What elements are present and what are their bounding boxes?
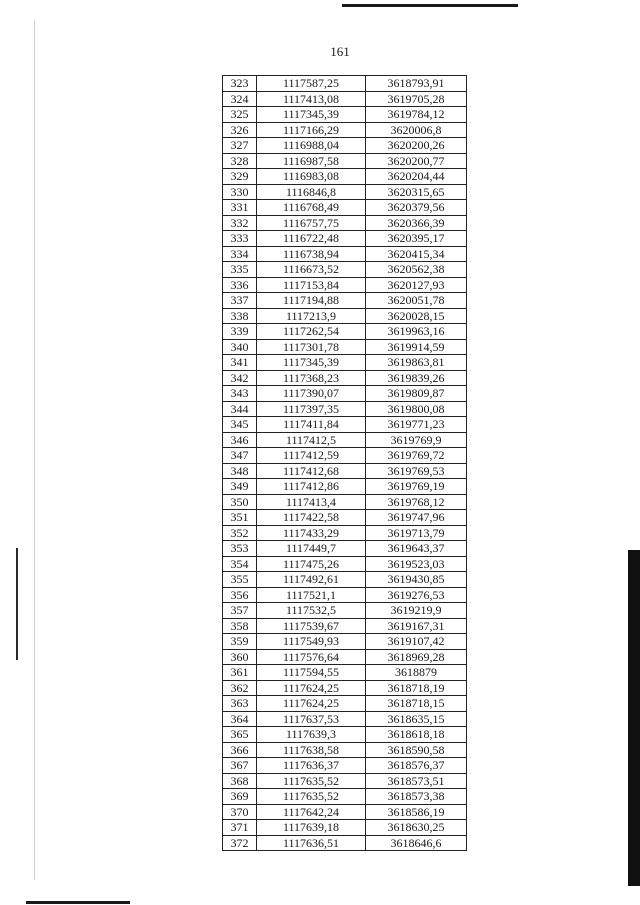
- x-coordinate-cell: 1116738,94: [257, 246, 366, 262]
- point-number-cell: 363: [223, 696, 257, 712]
- x-coordinate-cell: 1117642,24: [257, 804, 366, 820]
- x-coordinate-cell: 1116846,8: [257, 184, 366, 200]
- x-coordinate-cell: 1117413,08: [257, 91, 366, 107]
- point-number-cell: 348: [223, 463, 257, 479]
- point-number-cell: 366: [223, 742, 257, 758]
- bottom-rule: [26, 901, 130, 904]
- table-row: [223, 308, 467, 324]
- table-row: [223, 665, 467, 681]
- y-coordinate-cell: 3619167,31: [366, 618, 467, 634]
- x-coordinate-cell: 1116983,08: [257, 169, 366, 185]
- table-row: [223, 169, 467, 185]
- y-coordinate-cell: 3618630,25: [366, 820, 467, 836]
- y-coordinate-cell: 3619643,37: [366, 541, 467, 557]
- point-number-cell: 323: [223, 76, 257, 92]
- x-coordinate-cell: 1117194,88: [257, 293, 366, 309]
- x-coordinate-cell: 1117213,9: [257, 308, 366, 324]
- y-coordinate-cell: 3620562,38: [366, 262, 467, 278]
- point-number-cell: 347: [223, 448, 257, 464]
- table-row: [223, 463, 467, 479]
- y-coordinate-cell: 3619747,96: [366, 510, 467, 526]
- table-row: [223, 339, 467, 355]
- table-row: [223, 432, 467, 448]
- table-row: [223, 494, 467, 510]
- table-row: [223, 773, 467, 789]
- point-number-cell: 341: [223, 355, 257, 371]
- point-number-cell: 356: [223, 587, 257, 603]
- table-row: [223, 696, 467, 712]
- x-coordinate-cell: 1117397,35: [257, 401, 366, 417]
- point-number-cell: 351: [223, 510, 257, 526]
- table-row: [223, 122, 467, 138]
- table-row: [223, 479, 467, 495]
- table-row: [223, 417, 467, 433]
- x-coordinate-cell: 1117587,25: [257, 76, 366, 92]
- right-edge-mark: [628, 550, 640, 886]
- y-coordinate-cell: 3618573,51: [366, 773, 467, 789]
- table-row: [223, 789, 467, 805]
- point-number-cell: 344: [223, 401, 257, 417]
- y-coordinate-cell: 3620200,77: [366, 153, 467, 169]
- x-coordinate-cell: 1117594,55: [257, 665, 366, 681]
- x-coordinate-cell: 1117636,37: [257, 758, 366, 774]
- table-row: [223, 91, 467, 107]
- y-coordinate-cell: 3619705,28: [366, 91, 467, 107]
- point-number-cell: 365: [223, 727, 257, 743]
- point-number-cell: 353: [223, 541, 257, 557]
- table-row: [223, 153, 467, 169]
- point-number-cell: 327: [223, 138, 257, 154]
- x-coordinate-cell: 1117153,84: [257, 277, 366, 293]
- y-coordinate-cell: 3619769,19: [366, 479, 467, 495]
- table-row: [223, 742, 467, 758]
- table-row: [223, 634, 467, 650]
- point-number-cell: 350: [223, 494, 257, 510]
- y-coordinate-cell: 3618646,6: [366, 835, 467, 851]
- y-coordinate-cell: 3619276,53: [366, 587, 467, 603]
- point-number-cell: 335: [223, 262, 257, 278]
- x-coordinate-cell: 1117576,64: [257, 649, 366, 665]
- y-coordinate-cell: 3619839,26: [366, 370, 467, 386]
- top-rule: [342, 4, 518, 7]
- point-number-cell: 371: [223, 820, 257, 836]
- y-coordinate-cell: 3619768,12: [366, 494, 467, 510]
- y-coordinate-cell: 3620051,78: [366, 293, 467, 309]
- table-row: [223, 107, 467, 123]
- table-row: [223, 76, 467, 92]
- point-number-cell: 333: [223, 231, 257, 247]
- coordinates-table: [222, 75, 467, 851]
- table-row: [223, 448, 467, 464]
- y-coordinate-cell: 3618576,37: [366, 758, 467, 774]
- table-row: [223, 355, 467, 371]
- point-number-cell: 368: [223, 773, 257, 789]
- y-coordinate-cell: 3618590,58: [366, 742, 467, 758]
- x-coordinate-cell: 1116768,49: [257, 200, 366, 216]
- y-coordinate-cell: 3619863,81: [366, 355, 467, 371]
- point-number-cell: 337: [223, 293, 257, 309]
- table-row: [223, 618, 467, 634]
- x-coordinate-cell: 1116988,04: [257, 138, 366, 154]
- y-coordinate-cell: 3619800,08: [366, 401, 467, 417]
- point-number-cell: 345: [223, 417, 257, 433]
- y-coordinate-cell: 3619769,9: [366, 432, 467, 448]
- table-row: [223, 184, 467, 200]
- y-coordinate-cell: 3620395,17: [366, 231, 467, 247]
- x-coordinate-cell: 1117637,53: [257, 711, 366, 727]
- table-row: [223, 246, 467, 262]
- table-row: [223, 525, 467, 541]
- page-number: 161: [330, 44, 350, 59]
- table-row: [223, 401, 467, 417]
- y-coordinate-cell: 3619963,16: [366, 324, 467, 340]
- point-number-cell: 362: [223, 680, 257, 696]
- x-coordinate-cell: 1117639,18: [257, 820, 366, 836]
- x-coordinate-cell: 1116757,75: [257, 215, 366, 231]
- x-coordinate-cell: 1117368,23: [257, 370, 366, 386]
- scan-artifact-line: [34, 20, 35, 880]
- table-row: [223, 293, 467, 309]
- point-number-cell: 359: [223, 634, 257, 650]
- x-coordinate-cell: 1117549,93: [257, 634, 366, 650]
- table-row: [223, 262, 467, 278]
- y-coordinate-cell: 3619107,42: [366, 634, 467, 650]
- x-coordinate-cell: 1117345,39: [257, 355, 366, 371]
- x-coordinate-cell: 1117532,5: [257, 603, 366, 619]
- point-number-cell: 346: [223, 432, 257, 448]
- x-coordinate-cell: 1117166,29: [257, 122, 366, 138]
- table-row: [223, 603, 467, 619]
- y-coordinate-cell: 3619430,85: [366, 572, 467, 588]
- point-number-cell: 339: [223, 324, 257, 340]
- point-number-cell: 334: [223, 246, 257, 262]
- y-coordinate-cell: 3619769,72: [366, 448, 467, 464]
- point-number-cell: 367: [223, 758, 257, 774]
- y-coordinate-cell: 3619914,59: [366, 339, 467, 355]
- x-coordinate-cell: 1117639,3: [257, 727, 366, 743]
- x-coordinate-cell: 1116987,58: [257, 153, 366, 169]
- y-coordinate-cell: 3618718,15: [366, 696, 467, 712]
- y-coordinate-cell: 3620006,8: [366, 122, 467, 138]
- y-coordinate-cell: 3620366,39: [366, 215, 467, 231]
- y-coordinate-cell: 3618635,15: [366, 711, 467, 727]
- point-number-cell: 329: [223, 169, 257, 185]
- x-coordinate-cell: 1117624,25: [257, 680, 366, 696]
- table-row: [223, 835, 467, 851]
- point-number-cell: 343: [223, 386, 257, 402]
- point-number-cell: 354: [223, 556, 257, 572]
- y-coordinate-cell: 3619219,9: [366, 603, 467, 619]
- x-coordinate-cell: 1117413,4: [257, 494, 366, 510]
- x-coordinate-cell: 1117262,54: [257, 324, 366, 340]
- table-row: [223, 711, 467, 727]
- x-coordinate-cell: 1117638,58: [257, 742, 366, 758]
- x-coordinate-cell: 1117539,67: [257, 618, 366, 634]
- y-coordinate-cell: 3619809,87: [366, 386, 467, 402]
- y-coordinate-cell: 3620379,56: [366, 200, 467, 216]
- coordinates-table-body: [223, 76, 467, 851]
- table-row: [223, 556, 467, 572]
- point-number-cell: 324: [223, 91, 257, 107]
- x-coordinate-cell: 1117449,7: [257, 541, 366, 557]
- y-coordinate-cell: 3620127,93: [366, 277, 467, 293]
- table-row: [223, 510, 467, 526]
- x-coordinate-cell: 1117412,5: [257, 432, 366, 448]
- x-coordinate-cell: 1117624,25: [257, 696, 366, 712]
- table-row: [223, 370, 467, 386]
- table-row: [223, 758, 467, 774]
- table-row: [223, 215, 467, 231]
- x-coordinate-cell: 1117412,68: [257, 463, 366, 479]
- point-number-cell: 330: [223, 184, 257, 200]
- point-number-cell: 361: [223, 665, 257, 681]
- table-row: [223, 820, 467, 836]
- point-number-cell: 332: [223, 215, 257, 231]
- y-coordinate-cell: 3619769,53: [366, 463, 467, 479]
- x-coordinate-cell: 1117635,52: [257, 773, 366, 789]
- y-coordinate-cell: 3619713,79: [366, 525, 467, 541]
- y-coordinate-cell: 3618573,38: [366, 789, 467, 805]
- left-margin-mark: [16, 548, 18, 660]
- x-coordinate-cell: 1117412,59: [257, 448, 366, 464]
- point-number-cell: 336: [223, 277, 257, 293]
- point-number-cell: 355: [223, 572, 257, 588]
- table-row: [223, 727, 467, 743]
- table-row: [223, 541, 467, 557]
- x-coordinate-cell: 1117345,39: [257, 107, 366, 123]
- table-row: [223, 572, 467, 588]
- point-number-cell: 342: [223, 370, 257, 386]
- y-coordinate-cell: 3620200,26: [366, 138, 467, 154]
- y-coordinate-cell: 3618586,19: [366, 804, 467, 820]
- table-row: [223, 200, 467, 216]
- point-number-cell: 370: [223, 804, 257, 820]
- x-coordinate-cell: 1116722,48: [257, 231, 366, 247]
- table-row: [223, 680, 467, 696]
- point-number-cell: 326: [223, 122, 257, 138]
- x-coordinate-cell: 1117492,61: [257, 572, 366, 588]
- y-coordinate-cell: 3618793,91: [366, 76, 467, 92]
- x-coordinate-cell: 1117433,29: [257, 525, 366, 541]
- point-number-cell: 352: [223, 525, 257, 541]
- x-coordinate-cell: 1117422,58: [257, 510, 366, 526]
- y-coordinate-cell: 3620028,15: [366, 308, 467, 324]
- point-number-cell: 325: [223, 107, 257, 123]
- point-number-cell: 357: [223, 603, 257, 619]
- table-row: [223, 231, 467, 247]
- x-coordinate-cell: 1117475,26: [257, 556, 366, 572]
- table-row: [223, 587, 467, 603]
- point-number-cell: 369: [223, 789, 257, 805]
- y-coordinate-cell: 3618718,19: [366, 680, 467, 696]
- y-coordinate-cell: 3619784,12: [366, 107, 467, 123]
- x-coordinate-cell: 1117411,84: [257, 417, 366, 433]
- point-number-cell: 358: [223, 618, 257, 634]
- point-number-cell: 340: [223, 339, 257, 355]
- point-number-cell: 328: [223, 153, 257, 169]
- table-row: [223, 804, 467, 820]
- y-coordinate-cell: 3619771,23: [366, 417, 467, 433]
- y-coordinate-cell: 3618618,18: [366, 727, 467, 743]
- point-number-cell: 372: [223, 835, 257, 851]
- x-coordinate-cell: 1116673,52: [257, 262, 366, 278]
- point-number-cell: 331: [223, 200, 257, 216]
- y-coordinate-cell: 3618969,28: [366, 649, 467, 665]
- x-coordinate-cell: 1117521,1: [257, 587, 366, 603]
- y-coordinate-cell: 3620415,34: [366, 246, 467, 262]
- table-row: [223, 277, 467, 293]
- y-coordinate-cell: 3618879: [366, 665, 467, 681]
- y-coordinate-cell: 3620315,65: [366, 184, 467, 200]
- y-coordinate-cell: 3620204,44: [366, 169, 467, 185]
- point-number-cell: 360: [223, 649, 257, 665]
- x-coordinate-cell: 1117390,07: [257, 386, 366, 402]
- y-coordinate-cell: 3619523,03: [366, 556, 467, 572]
- table-row: [223, 649, 467, 665]
- table-row: [223, 386, 467, 402]
- x-coordinate-cell: 1117635,52: [257, 789, 366, 805]
- point-number-cell: 364: [223, 711, 257, 727]
- point-number-cell: 349: [223, 479, 257, 495]
- x-coordinate-cell: 1117412,86: [257, 479, 366, 495]
- point-number-cell: 338: [223, 308, 257, 324]
- x-coordinate-cell: 1117636,51: [257, 835, 366, 851]
- x-coordinate-cell: 1117301,78: [257, 339, 366, 355]
- table-row: [223, 138, 467, 154]
- table-row: [223, 324, 467, 340]
